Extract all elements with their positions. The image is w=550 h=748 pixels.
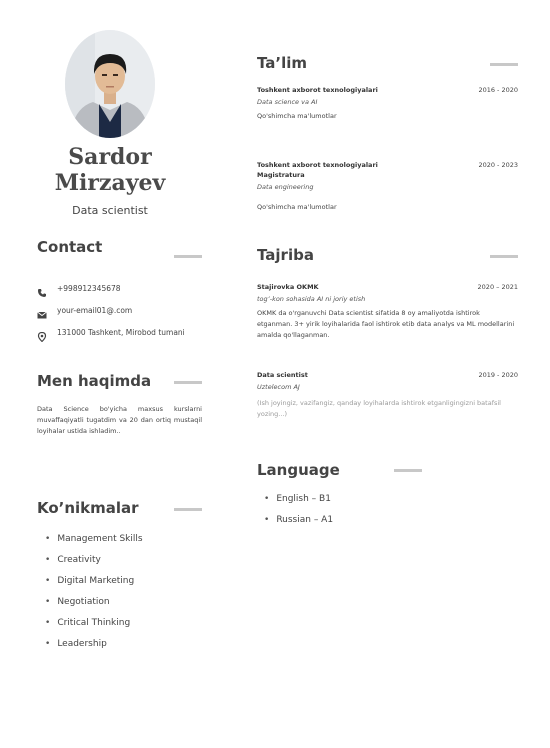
experience-years: 2019 - 2020 (478, 371, 518, 379)
section-divider (490, 63, 518, 66)
list-item: • Russian – A1 (264, 515, 333, 536)
location-pin-icon (37, 327, 47, 346)
education-note: Qo'shimcha ma'lumotlar (257, 112, 337, 120)
education-field: Data engineering (257, 183, 314, 191)
experience-description: OKMK da o'rganuvchi Data scientist sifatida 8 oy amaliyotda ishtirok etganman. 3+ yirik loyihalarida faol ishtirok etib data analys va ML modellarini amalda qo'llaganman. (257, 309, 515, 339)
list-item: • Management Skills (45, 534, 143, 555)
language-heading: Language (257, 461, 340, 479)
experience-heading: Tajriba (257, 246, 314, 264)
contact-address: 131000 Tashkent, Mirobod tumani (57, 328, 185, 337)
person-portrait-icon (65, 30, 155, 138)
experience-title: Data scientist (257, 371, 308, 379)
education-school: Toshkent axborot texnologiyalari (257, 86, 378, 94)
contact-phone: +998912345678 (57, 284, 121, 293)
section-divider (174, 381, 202, 384)
education-heading: Ta’lim (257, 54, 308, 72)
skills-heading: Ko’nikmalar (37, 499, 139, 517)
list-item: • Digital Marketing (45, 576, 143, 597)
job-title: Data scientist (72, 204, 148, 217)
education-field: Data science va AI (257, 98, 318, 106)
email-icon (37, 305, 47, 324)
section-divider (490, 255, 518, 258)
about-heading: Men haqimda (37, 372, 152, 390)
education-school: Toshkent axborot texnologiyalari (257, 161, 378, 169)
experience-description: (Ish joyingiz, vazifangiz, qanday loyihalarda ishtirok etganligingizni batafsil yozing...) (257, 399, 501, 418)
experience-subtitle: Uztelecom AJ (257, 383, 300, 391)
about-text: Data Science bo'yicha maxsus kurslarni muvaffaqiyatli tugatdim va 20 dan ortiq mustaqil loyihalar ustida ishladim.. (37, 405, 202, 435)
list-item: • Critical Thinking (45, 618, 143, 639)
profile-photo (65, 30, 155, 138)
list-item: • English – B1 (264, 494, 333, 515)
section-divider (174, 255, 202, 258)
first-name: Sardor (68, 144, 152, 170)
section-divider (394, 469, 422, 472)
contact-heading: Contact (37, 238, 103, 256)
last-name: Mirzayev (54, 170, 166, 196)
experience-title: Stajirovka OKMK (257, 283, 319, 291)
list-item: • Negotiation (45, 597, 143, 618)
section-divider (174, 508, 202, 511)
list-item: • Leadership (45, 639, 143, 660)
education-years: 2020 - 2023 (478, 161, 518, 169)
contact-email: your-email01@.com (57, 306, 133, 315)
phone-icon (37, 283, 47, 302)
language-list (264, 494, 333, 536)
experience-subtitle: tog’-kon sohasida AI ni joriy etish (257, 295, 366, 303)
list-item: • Creativity (45, 555, 143, 576)
education-years: 2016 - 2020 (478, 86, 518, 94)
experience-years: 2020 – 2021 (477, 283, 518, 291)
skills-list (45, 534, 143, 660)
education-degree: Magistratura (257, 171, 305, 179)
education-note: Qo'shimcha ma'lumotlar (257, 203, 337, 211)
